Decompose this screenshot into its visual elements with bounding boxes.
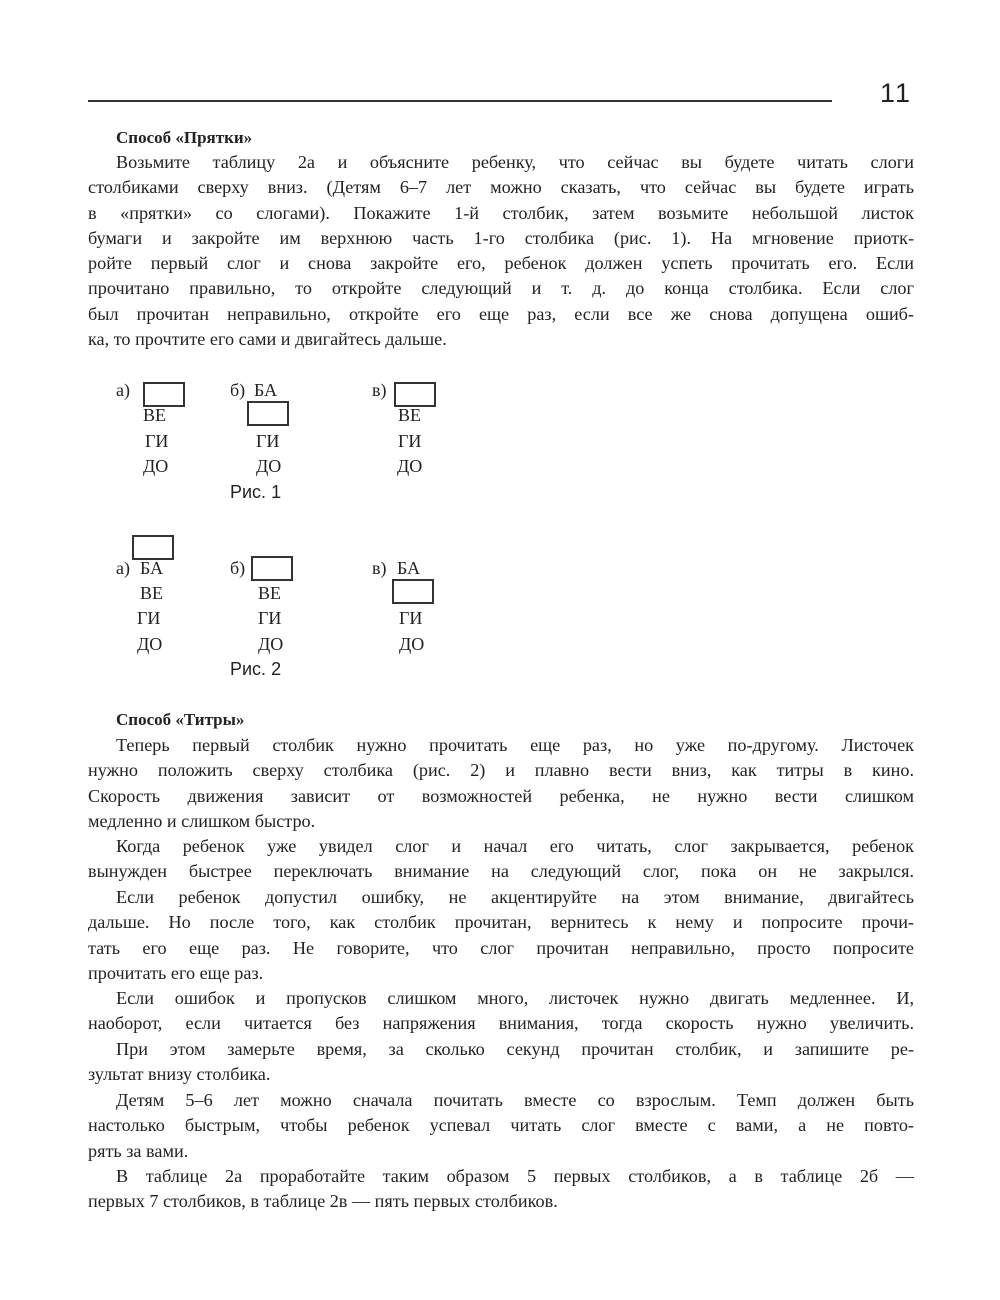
syllable: БА xyxy=(254,380,278,400)
text-line: Если ребенок допустил ошибку, не акцентируйте на этом внимание, двигайтесь xyxy=(116,887,914,907)
text-line: зультат внизу столбика. xyxy=(88,1064,271,1085)
paper-cover xyxy=(392,579,434,604)
text-line: наоборот, если читается без напряжения внимания, тогда скорость нужно увеличить. xyxy=(88,1013,914,1034)
syllable: ВЕ xyxy=(140,583,164,603)
text-line: тать его еще раз. Не говорите, что слог прочитан неправильно, просто попросите xyxy=(88,937,914,958)
syllable: ГИ xyxy=(399,608,423,628)
figure-1-caption: Рис. 1 xyxy=(230,482,282,502)
syllable: ГИ xyxy=(256,431,280,451)
paper-cover xyxy=(251,556,293,581)
syllable: ДО xyxy=(258,634,284,654)
fig2-b-label: б) xyxy=(230,558,246,578)
syllable: ВЕ xyxy=(398,405,422,425)
text-line: прочитать его еще раз. xyxy=(88,962,264,983)
fig1-a-label: а) xyxy=(116,380,130,400)
fig1-b-label: б) xyxy=(230,380,246,400)
text-line: При этом замерьте время, за сколько секунд прочитан столбик, и запишите ре- xyxy=(116,1039,914,1059)
fig1-c-label: в) xyxy=(372,380,387,400)
text-line: Скорость движения зависит от возможностей ребенка, не нужно вести слишком xyxy=(88,785,914,806)
text-line: в «прятки» со слогами). Покажите 1-й столбик, затем возьмите небольшой листок xyxy=(88,202,914,223)
page-number: 11 xyxy=(880,78,913,108)
syllable: ДО xyxy=(137,634,163,654)
paragraph-credits-6 xyxy=(88,1088,914,1164)
fig2-c-label: в) xyxy=(372,558,387,578)
paper-cover xyxy=(143,382,185,407)
syllable: ГИ xyxy=(258,608,282,628)
paper-cover xyxy=(394,382,436,407)
paper-cover xyxy=(132,535,174,560)
syllable: ГИ xyxy=(137,608,161,628)
text-line: медленно и слишком быстро. xyxy=(88,810,316,831)
syllable: БА xyxy=(397,558,421,578)
text-line: был прочитан неправильно, откройте его еще раз, если все же снова допущена ошиб- xyxy=(88,303,914,324)
text-line: Если ошибок и пропусков слишком много, листочек нужно двигать медленнее. И, xyxy=(116,988,914,1008)
text-line: дальше. Но после того, как столбик прочитан, вернитесь к нему и попросите прочи- xyxy=(88,912,914,933)
paper-cover xyxy=(247,401,289,426)
text-line: Теперь первый столбик нужно прочитать еще раз, но уже по-другому. Листочек xyxy=(116,735,914,755)
fig2-a-label: а) xyxy=(116,558,130,578)
syllable: ГИ xyxy=(145,431,169,451)
paragraph-credits-1 xyxy=(88,733,914,834)
text-line: первых 7 столбиков, в таблице 2в — пять первых столбиков. xyxy=(88,1191,558,1212)
text-line: ройте первый слог и снова закройте его, ребенок должен успеть прочитать его. Если xyxy=(88,253,914,274)
paragraph-hide-and-seek xyxy=(88,150,914,352)
text-line: прочитано правильно, то откройте следующий и т. д. до конца столбика. Если слог xyxy=(88,278,914,299)
syllable: ДО xyxy=(256,456,282,476)
text-line: нужно положить сверху столбика (рис. 2) и плавно вести вниз, как титры в кино. xyxy=(88,760,914,781)
text-line: Детям 5–6 лет можно сначала почитать вместе со взрослым. Темп должен быть xyxy=(116,1090,914,1110)
paragraph-credits-4 xyxy=(88,986,914,1037)
section-heading-credits: Способ «Титры» xyxy=(116,710,245,729)
syllable: ВЕ xyxy=(143,405,167,425)
syllable: ДО xyxy=(399,634,425,654)
paragraph-credits-7 xyxy=(88,1164,914,1215)
paragraph-credits-2 xyxy=(88,834,914,885)
text-line: Возьмите таблицу 2а и объясните ребенку, что сейчас вы будете читать слоги xyxy=(116,152,914,172)
text-line: Когда ребенок уже увидел слог и начал его читать, слог закрывается, ребенок xyxy=(116,836,914,856)
text-line: вынужден быстрее переключать внимание на следующий слог, пока он не закрылся. xyxy=(88,861,914,882)
paragraph-credits-3 xyxy=(88,885,914,986)
syllable: БА xyxy=(140,558,164,578)
text-line: рять за вами. xyxy=(88,1140,189,1161)
text-line: столбиками сверху вниз. (Детям 6–7 лет можно сказать, что сейчас вы будете играть xyxy=(88,177,914,198)
text-line: В таблице 2а проработайте таким образом 5 первых столбиков, а в таблице 2б — xyxy=(116,1166,914,1186)
text-line: бумаги и закройте им верхнюю часть 1-го столбика (рис. 1). На мгновение приотк- xyxy=(88,227,914,248)
paragraph-credits-5 xyxy=(88,1037,914,1088)
text-line: настолько быстрым, чтобы ребенок успевал читать слог вместе с вами, а не повто- xyxy=(88,1115,914,1136)
figure-2-caption: Рис. 2 xyxy=(230,659,282,679)
syllable: ВЕ xyxy=(258,583,282,603)
section-heading-hide-and-seek: Способ «Прятки» xyxy=(116,128,253,147)
header-rule xyxy=(88,100,832,102)
text-line: ка, то прочтите его сами и двигайтесь дальше. xyxy=(88,329,447,350)
syllable: ГИ xyxy=(398,431,422,451)
syllable: ДО xyxy=(397,456,423,476)
syllable: ДО xyxy=(143,456,169,476)
